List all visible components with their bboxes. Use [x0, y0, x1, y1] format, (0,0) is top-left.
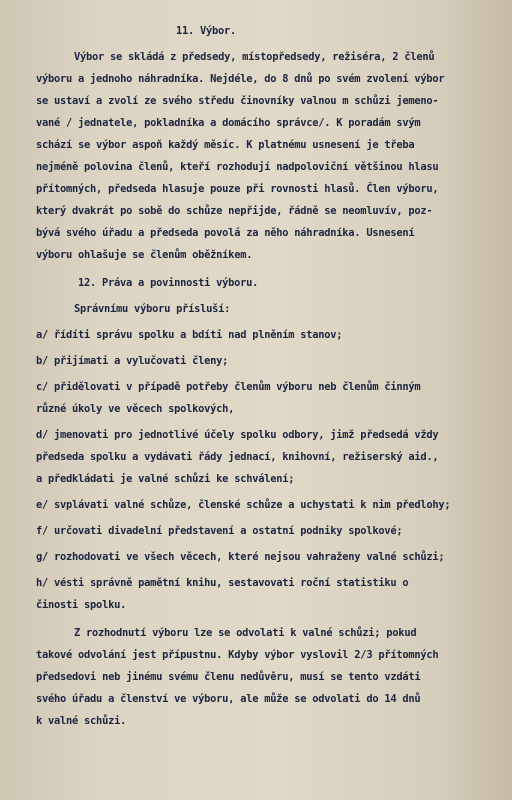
text-line: výboru ohlašuje se členům oběžníkem.: [36, 249, 253, 261]
text-line: předsedovi neb jinému svému členu nedůvěru, musí se tento vzdáti: [36, 671, 421, 683]
list-item-continuation: a předkládati je valné schůzi ke schválení;: [36, 473, 295, 485]
section-intro: Správnímu výboru přísluší:: [74, 303, 231, 315]
section-heading-11: 11. Výbor.: [176, 25, 237, 37]
list-item: h/ vésti správně pamětní knihu, sestavovati roční statistiku o: [36, 577, 409, 589]
text-line: bývá svého úřadu a předseda povolá za něho náhradníka. Usnesení: [36, 227, 415, 239]
text-line: svého úřadu a členství ve výboru, ale může se odvolati do 14 dnů: [36, 693, 421, 705]
list-item: g/ rozhodovati ve všech věcech, které nejsou vahraženy valné schůzi;: [36, 551, 445, 563]
section-heading-12: 12. Práva a povinnosti výboru.: [78, 277, 259, 289]
list-item-continuation: činosti spolku.: [36, 599, 127, 611]
text-line: Z rozhodnutí výboru lze se odvolati k valné schůzi; pokud: [74, 627, 417, 639]
text-line: k valné schůzi.: [36, 715, 127, 727]
text-line: Výbor se skládá z předsedy, místopředsedy, režiséra, 2 členů: [74, 51, 435, 63]
text-line: přítomných, předseda hlasuje pouze při rovnosti hlasů. Člen výboru,: [36, 183, 439, 195]
list-item: a/ řídíti správu spolku a bdíti nad plněním stanov;: [36, 329, 343, 341]
list-item-continuation: předseda spolku a vydávati řády jednací, knihovní, režiserský aid.,: [36, 451, 439, 463]
list-item: d/ jmenovati pro jednotlivé účely spolku odbory, jimž předsedá vždy: [36, 429, 439, 441]
list-item-continuation: různé úkoly ve věcech spolkových,: [36, 403, 235, 415]
text-line: takové odvolání jest přípustnu. Kdyby výbor vyslovil 2/3 přítomných: [36, 649, 439, 661]
list-item: b/ přijímati a vylučovati členy;: [36, 355, 229, 367]
text-line: který dvakrát po sobě do schůze nepřijde, řádně se neomluvív, poz-: [36, 205, 433, 217]
text-line: nejméně polovina členů, kteří rozhodují nadpoloviční většinou hlasu: [36, 161, 439, 173]
text-line: schází se výbor aspoň každý měsíc. K platnému usnesení je třeba: [36, 139, 415, 151]
text-line: se ustaví a zvolí ze svého středu činovníky valnou m schůzi jemeno-: [36, 95, 439, 107]
list-item: f/ určovati divadelní představení a ostatní podniky spolkové;: [36, 525, 403, 537]
list-item: c/ přidělovati v případě potřeby členům výboru neb členům činným: [36, 381, 421, 393]
text-line: vané / jednatele, pokladníka a domácího správce/. K poradám svým: [36, 117, 421, 129]
text-line: výboru a jednoho náhradníka. Nejdéle, do 8 dnů po svém zvolení výbor: [36, 73, 445, 85]
list-item: e/ svplávati valné schůze, členské schůze a uchystati k nim předlohy;: [36, 499, 451, 511]
